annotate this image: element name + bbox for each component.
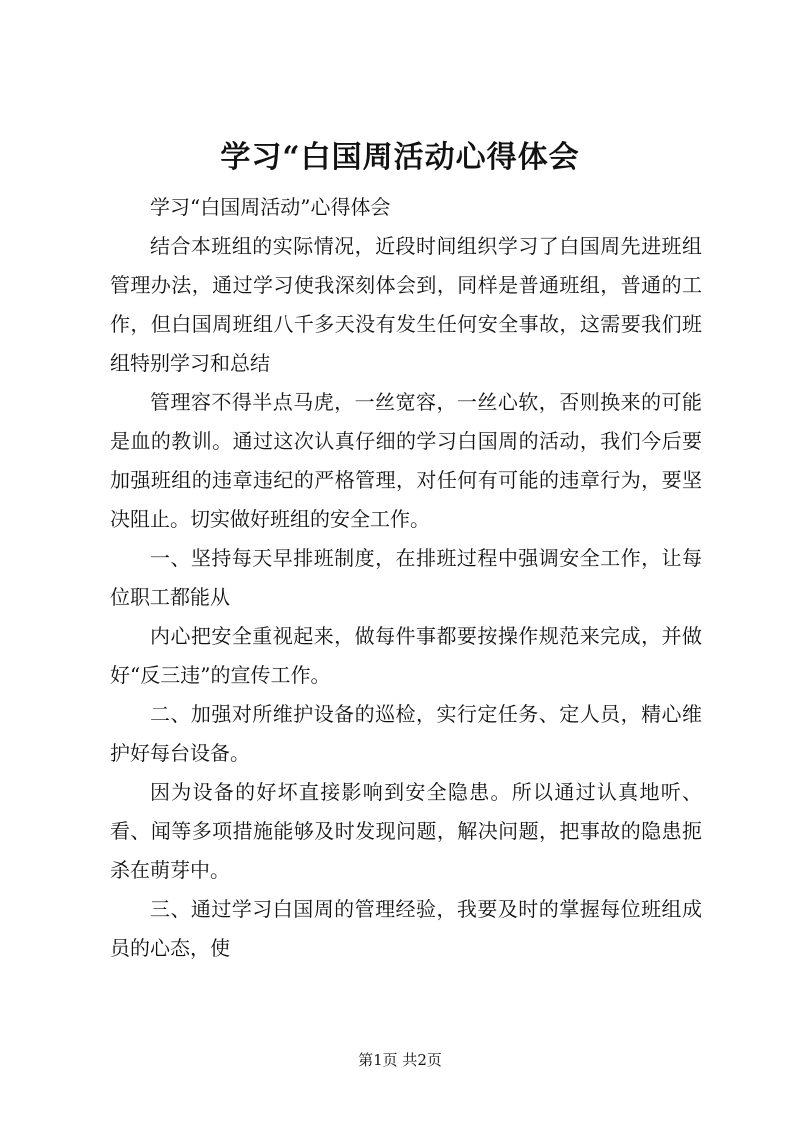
paragraph-2: 结合本班组的实际情况，近段时间组织学习了白国周先进班组管理办法，通过学习使我深刻体会到，同样是普通班组，普通的工作，但白国周班组八千多天没有发生任何安全事故，这需要我们班组特别学习和总结 (110, 234, 702, 375)
paragraph-6: 二、加强对所维护设备的巡检，实行定任务、定人员，精心维护好每台设备。 (110, 702, 702, 765)
paragraph-4: 一、坚持每天早排班制度，在排班过程中强调安全工作，让每位职工都能从 (110, 546, 702, 609)
paragraph-7: 因为设备的好坏直接影响到安全隐患。所以通过认真地听、看、闻等多项措施能够及时发现问题，解决问题，把事故的隐患扼杀在萌芽中。 (110, 780, 702, 882)
paragraph-1: 学习“白国周活动”心得体会 (150, 195, 391, 219)
paragraph-5: 内心把安全重视起来，做每件事都要按操作规范来完成，并做好“反三违”的宣传工作。 (110, 624, 702, 687)
page-number-footer: 第1页 共2页 (358, 1051, 442, 1069)
paragraph-8: 三、通过学习白国周的管理经验，我要及时的掌握每位班组成员的心态，使 (110, 897, 702, 960)
document-title: 学习“白国周活动心得体会 (220, 140, 580, 175)
paragraph-3: 管理容不得半点马虎，一丝宽容，一丝心软，否则换来的可能是血的教训。通过这次认真仔细的学习白国周的活动，我们今后要加强班组的违章违纪的严格管理，对任何有可能的违章行为，要坚决阻止。切实做好班组的安全工作。 (110, 390, 702, 531)
document-body (110, 188, 702, 968)
